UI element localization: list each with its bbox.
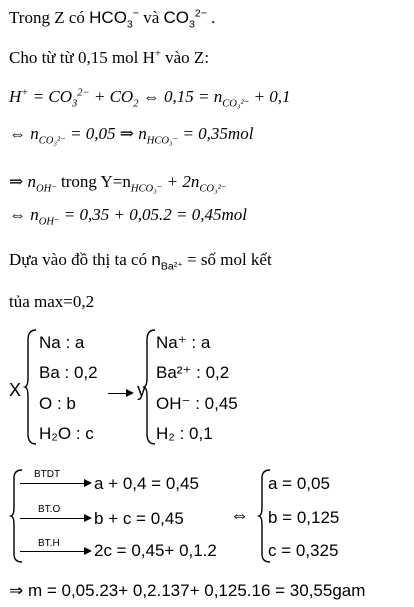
sup: −: [132, 7, 139, 20]
t: + CO: [89, 87, 134, 106]
t: = 0,05 ⇒ n: [65, 124, 147, 143]
sys2-row1-eq: b + c = 0,45: [94, 509, 184, 528]
sub: OH⁻: [38, 216, 60, 228]
sub: CO₃²⁻: [222, 98, 250, 110]
sys1-right-2: OH⁻ : 0,45: [156, 394, 238, 413]
text: và: [138, 8, 164, 27]
sup: +: [21, 87, 29, 99]
sys2-equiv: ⇔: [230, 505, 249, 526]
sys2-row0-arrowhead: [84, 479, 92, 487]
t: ⇔ n: [9, 124, 39, 143]
sys2-row2-eq: 2c = 0,45+ 0,1.2: [94, 541, 217, 560]
sub: HCO₃⁻: [130, 183, 163, 195]
line-precipitate-max: tủa max=0,2: [9, 292, 95, 311]
sub: OH⁻: [36, 183, 57, 195]
sub: CO₃²⁻: [199, 183, 227, 195]
sys2-row0-eq: a + 0,4 = 0,45: [94, 474, 199, 493]
t: n: [151, 250, 161, 269]
sys2-row0-label: BTDT: [34, 469, 61, 480]
sys1-item-0: Na : a: [39, 333, 85, 352]
text: Trong Z có: [9, 8, 90, 27]
sys2-row2-label: BT.H: [38, 538, 60, 549]
t: = số mol kết: [182, 250, 272, 269]
final-result: ⇒ m = 0,05.23+ 0,2.137+ 0,125.16 = 30,55gam: [9, 581, 366, 600]
line-intro-z: [9, 7, 216, 31]
arrow-head: [126, 389, 134, 397]
equation-line-3: [9, 172, 227, 195]
left-brace: [24, 328, 38, 446]
t: = 0,35 + 0,05.2 = 0,45mol: [59, 205, 247, 224]
sys2-row2-arrowhead: [84, 547, 92, 555]
t: Dựa vào đồ thị ta có: [9, 250, 152, 269]
formula: CO: [163, 8, 189, 27]
sup: 2−: [194, 7, 207, 20]
system-label-x: X: [9, 380, 22, 400]
text: Cho từ từ 0,15 mol H: [9, 48, 155, 67]
sub: 2: [133, 98, 139, 110]
ion-hco3: [89, 7, 139, 31]
t: ⇒ n: [9, 172, 36, 191]
sys1-item-1: Ba : 0,2: [39, 363, 98, 382]
t: = CO: [28, 87, 72, 106]
equation-line-1: [9, 87, 291, 110]
sys2-result-b: b = 0,125: [268, 508, 340, 527]
t: ⇔ 0,15 = n: [138, 87, 223, 106]
formula: HCO: [89, 8, 127, 27]
line-graph-note: [9, 250, 272, 273]
t: trong Y=n: [56, 172, 131, 191]
t: = 0,35mol: [178, 124, 254, 143]
sub: 3: [126, 18, 133, 31]
sys2-row1-arrowhead: [84, 514, 92, 522]
sys1-right-0: Na⁺ : a: [156, 333, 211, 352]
t: + 0,1: [249, 87, 291, 106]
sub: Ba²⁺: [160, 260, 183, 273]
t: + 2n: [162, 172, 200, 191]
line-add-h: [9, 49, 209, 66]
t: H: [9, 87, 22, 106]
sys2-result-c: c = 0,325: [268, 541, 339, 560]
system-label-y: y: [137, 380, 146, 400]
sys1-item-3: H₂O : c: [39, 424, 94, 443]
sys2-row2-arrow: [20, 551, 84, 552]
equation-line-2: [9, 124, 254, 147]
sub: HCO₃⁻: [146, 135, 179, 147]
text: vào Z:: [160, 48, 210, 67]
sub: 3: [71, 98, 78, 110]
t: ⇔ n: [9, 205, 39, 224]
sys2-row0-arrow: [20, 483, 84, 484]
text: .: [206, 8, 216, 27]
sup: 2−: [77, 87, 90, 99]
sub: 3: [188, 18, 195, 31]
sub: CO₃²⁻: [38, 135, 66, 147]
arrow-line: [108, 393, 128, 394]
sys2-result-a: a = 0,05: [268, 474, 330, 493]
equation-line-4: [9, 205, 247, 228]
sys2-row1-arrow: [20, 518, 84, 519]
right-brace: [143, 328, 157, 446]
sys1-right-3: H₂ : 0,1: [156, 424, 213, 443]
sys2-row1-label: BT.O: [38, 504, 61, 515]
sys1-right-1: Ba²⁺ : 0,2: [156, 363, 230, 382]
sup: +: [154, 48, 161, 60]
ion-co3: [163, 7, 207, 31]
sys1-item-2: O : b: [39, 394, 76, 413]
